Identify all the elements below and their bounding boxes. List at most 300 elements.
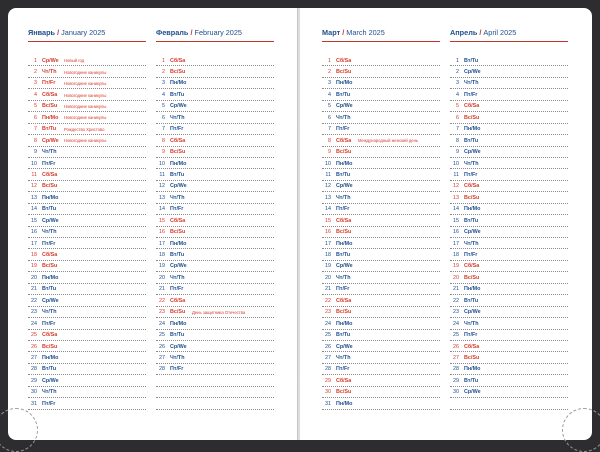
weekday-label: Чт/Th	[170, 354, 185, 361]
day-number: 26	[325, 343, 331, 350]
day-row	[450, 124, 568, 135]
day-row	[28, 387, 146, 398]
day-row	[450, 307, 568, 318]
day-number: 14	[31, 206, 37, 213]
day-list	[156, 55, 274, 410]
day-number: 6	[162, 114, 165, 121]
day-row	[28, 398, 146, 409]
holiday-note: Рождество Христово	[64, 126, 105, 132]
day-row	[28, 192, 146, 203]
weekday-label: Вс/Su	[42, 183, 58, 190]
day-row	[28, 101, 146, 112]
weekday-label: Ср/We	[464, 149, 481, 156]
day-row	[28, 181, 146, 192]
day-number: 21	[325, 286, 331, 293]
weekday-label: Пн/Mo	[464, 126, 481, 133]
day-row	[450, 89, 568, 100]
weekday-label: Ср/We	[170, 103, 187, 110]
day-number: 26	[453, 343, 459, 350]
weekday-label: Вс/Su	[42, 343, 58, 350]
weekday-label: Ср/We	[336, 183, 353, 190]
weekday-label: Сб/Sa	[170, 217, 186, 224]
day-number: 22	[453, 297, 459, 304]
day-row	[156, 318, 274, 329]
day-number: 12	[453, 183, 459, 190]
day-row	[322, 89, 440, 100]
weekday-label: Пн/Mo	[42, 114, 59, 121]
day-number: 13	[453, 194, 459, 201]
weekday-label: Чт/Th	[336, 274, 351, 281]
weekday-label: Пн/Mo	[170, 240, 187, 247]
day-row	[156, 330, 274, 341]
weekday-label: Пн/Mo	[336, 80, 353, 87]
day-number: 29	[453, 377, 459, 384]
day-number: 22	[31, 297, 37, 304]
holiday-note: Новогодние каникулы	[64, 103, 107, 109]
weekday-label: Пт/Fr	[336, 126, 350, 133]
day-row	[28, 284, 146, 295]
day-number: 31	[31, 400, 37, 407]
holiday-note: Международный женский день	[358, 138, 419, 144]
day-number: 28	[453, 366, 459, 373]
day-number: 9	[162, 149, 165, 156]
left-page	[8, 8, 298, 440]
day-row	[450, 215, 568, 226]
day-row	[28, 55, 146, 66]
day-row	[156, 89, 274, 100]
day-number: 5	[328, 103, 331, 110]
weekday-label: Ср/We	[42, 377, 59, 384]
day-row	[28, 330, 146, 341]
holiday-note: Новогодние каникулы	[64, 92, 107, 98]
weekday-label: Пт/Fr	[42, 320, 56, 327]
holiday-note: Новогодние каникулы	[64, 138, 107, 144]
weekday-label: Вс/Su	[336, 389, 352, 396]
day-number: 25	[159, 332, 165, 339]
day-row	[450, 192, 568, 203]
month-title-en: March 2025	[346, 28, 385, 37]
day-number: 3	[162, 80, 165, 87]
day-row	[156, 158, 274, 169]
day-number: 9	[34, 149, 37, 156]
day-number: 10	[325, 160, 331, 167]
weekday-label: Чт/Th	[42, 389, 57, 396]
day-row	[322, 375, 440, 386]
weekday-label: Сб/Sa	[464, 263, 480, 270]
month-title-ru: Февраль	[156, 28, 189, 37]
day-row	[450, 284, 568, 295]
weekday-label: Чт/Th	[42, 309, 57, 316]
day-row	[450, 272, 568, 283]
weekday-label: Сб/Sa	[42, 332, 58, 339]
day-row	[156, 169, 274, 180]
weekday-label: Пт/Fr	[464, 332, 478, 339]
weekday-label: Вс/Su	[336, 149, 352, 156]
weekday-label: Сб/Sa	[170, 297, 186, 304]
day-number: 21	[453, 286, 459, 293]
day-row	[28, 135, 146, 146]
month-header	[322, 28, 440, 42]
day-row	[450, 101, 568, 112]
day-number: 29	[325, 377, 331, 384]
weekday-label: Пт/Fr	[464, 171, 478, 178]
day-row	[156, 181, 274, 192]
day-row	[322, 238, 440, 249]
month-title-ru: Апрель	[450, 28, 478, 37]
day-number: 28	[31, 366, 37, 373]
day-row	[322, 295, 440, 306]
day-number: 28	[325, 366, 331, 373]
day-number: 23	[31, 309, 37, 316]
month-title-slash: /	[479, 28, 482, 37]
weekday-label: Ср/We	[464, 69, 481, 76]
weekday-label: Вт/Tu	[336, 332, 351, 339]
day-row	[450, 341, 568, 352]
weekday-label: Вт/Tu	[336, 252, 351, 259]
day-row	[156, 375, 274, 386]
weekday-label: Пн/Mo	[42, 274, 59, 281]
weekday-label: Вт/Tu	[464, 137, 479, 144]
day-row	[28, 158, 146, 169]
day-row	[156, 78, 274, 89]
weekday-label: Пт/Fr	[42, 80, 56, 87]
weekday-label: Ср/We	[170, 343, 187, 350]
day-number: 16	[159, 229, 165, 236]
day-row	[28, 124, 146, 135]
day-row	[156, 341, 274, 352]
day-row	[450, 261, 568, 272]
weekday-label: Вс/Su	[464, 274, 480, 281]
day-number: 13	[31, 194, 37, 201]
weekday-label: Сб/Sa	[42, 171, 58, 178]
day-number: 12	[159, 183, 165, 190]
day-number: 12	[31, 183, 37, 190]
day-row	[28, 352, 146, 363]
weekday-label: Чт/Th	[464, 160, 479, 167]
weekday-label: Чт/Th	[464, 320, 479, 327]
weekday-label: Сб/Sa	[42, 252, 58, 259]
day-row	[28, 215, 146, 226]
day-row	[322, 249, 440, 260]
holiday-note: Новогодние каникулы	[64, 115, 107, 121]
day-row	[322, 261, 440, 272]
day-number: 27	[325, 354, 331, 361]
day-number: 20	[453, 274, 459, 281]
day-row	[156, 352, 274, 363]
day-row	[322, 352, 440, 363]
month-title-slash: /	[57, 28, 60, 37]
day-row	[156, 147, 274, 158]
weekday-label: Вс/Su	[464, 194, 480, 201]
day-row	[450, 387, 568, 398]
day-number: 21	[159, 286, 165, 293]
day-row	[156, 398, 274, 409]
holiday-note: День защитника Отечества	[192, 309, 246, 315]
day-row	[322, 101, 440, 112]
day-number: 30	[325, 389, 331, 396]
day-row	[156, 101, 274, 112]
weekday-label: Пн/Mo	[336, 400, 353, 407]
day-row	[450, 181, 568, 192]
weekday-label: Пн/Mo	[42, 194, 59, 201]
day-row	[28, 341, 146, 352]
day-row	[28, 375, 146, 386]
day-number: 2	[34, 69, 37, 76]
month-title-en: February 2025	[194, 28, 242, 37]
day-number: 1	[162, 57, 165, 64]
weekday-label: Пн/Mo	[170, 160, 187, 167]
day-row	[28, 204, 146, 215]
day-row	[28, 66, 146, 77]
day-row	[28, 364, 146, 375]
day-number: 25	[453, 332, 459, 339]
weekday-label: Пн/Mo	[336, 320, 353, 327]
day-row	[322, 387, 440, 398]
day-row	[450, 375, 568, 386]
day-number: 16	[31, 229, 37, 236]
weekday-label: Чт/Th	[42, 229, 57, 236]
day-row	[322, 364, 440, 375]
day-number: 25	[31, 332, 37, 339]
day-row	[322, 66, 440, 77]
day-number: 19	[453, 263, 459, 270]
weekday-label: Вс/Su	[42, 263, 58, 270]
day-number: 15	[325, 217, 331, 224]
day-row	[450, 55, 568, 66]
day-row	[28, 261, 146, 272]
page-corner-left	[0, 408, 38, 452]
day-number: 11	[453, 171, 459, 178]
weekday-label: Вт/Tu	[42, 286, 57, 293]
day-row	[450, 352, 568, 363]
weekday-label: Пт/Fr	[336, 206, 350, 213]
holiday-note: Новогодние каникулы	[64, 81, 107, 87]
day-row	[156, 387, 274, 398]
month-title-ru: Март	[322, 28, 341, 37]
weekday-label: Чт/Th	[336, 194, 351, 201]
day-row	[322, 112, 440, 123]
day-number: 4	[456, 91, 459, 98]
day-number: 19	[31, 263, 37, 270]
day-row	[156, 135, 274, 146]
weekday-label: Вт/Tu	[42, 126, 57, 133]
day-number: 16	[453, 229, 459, 236]
weekday-label: Вс/Su	[170, 229, 186, 236]
day-number: 2	[456, 69, 459, 76]
day-number: 30	[453, 389, 459, 396]
weekday-label: Пн/Mo	[464, 206, 481, 213]
day-number: 26	[159, 343, 165, 350]
day-number: 18	[159, 252, 165, 259]
month-title-ru: Январь	[28, 28, 56, 37]
day-number: 7	[328, 126, 331, 133]
weekday-label: Ср/We	[464, 389, 481, 396]
weekday-label: Вт/Tu	[170, 91, 185, 98]
day-row	[450, 112, 568, 123]
day-row	[28, 112, 146, 123]
weekday-label: Ср/We	[336, 263, 353, 270]
day-number: 2	[162, 69, 165, 76]
day-row	[450, 158, 568, 169]
day-row	[322, 330, 440, 341]
day-number: 24	[159, 320, 165, 327]
day-row	[156, 261, 274, 272]
day-row	[156, 307, 274, 318]
day-number: 4	[328, 91, 331, 98]
day-row	[28, 307, 146, 318]
weekday-label: Ср/We	[336, 103, 353, 110]
day-number: 7	[34, 126, 37, 133]
month-header	[450, 28, 568, 42]
day-row	[156, 295, 274, 306]
day-number: 3	[34, 80, 37, 87]
day-number: 10	[31, 160, 37, 167]
day-number: 6	[34, 114, 37, 121]
day-number: 23	[325, 309, 331, 316]
day-row	[156, 55, 274, 66]
day-number: 26	[31, 343, 37, 350]
weekday-label: Ср/We	[336, 343, 353, 350]
weekday-label: Пт/Fr	[170, 366, 184, 373]
weekday-label: Вс/Su	[170, 309, 186, 316]
day-number: 5	[162, 103, 165, 110]
weekday-label: Вт/Tu	[336, 171, 351, 178]
day-row	[322, 318, 440, 329]
weekday-label: Ср/We	[170, 183, 187, 190]
weekday-label: Сб/Sa	[464, 183, 480, 190]
weekday-label: Пт/Fr	[170, 206, 184, 213]
day-number: 11	[325, 171, 331, 178]
weekday-label: Сб/Sa	[336, 137, 352, 144]
day-row	[450, 364, 568, 375]
day-row	[322, 204, 440, 215]
day-number: 14	[453, 206, 459, 213]
day-number: 6	[328, 114, 331, 121]
weekday-label: Чт/Th	[170, 274, 185, 281]
day-number: 23	[453, 309, 459, 316]
weekday-label: Пт/Fr	[42, 240, 56, 247]
page-corner-right	[562, 408, 600, 452]
month-title-slash: /	[342, 28, 345, 37]
day-number: 14	[325, 206, 331, 213]
day-row	[450, 204, 568, 215]
weekday-label: Чт/Th	[336, 114, 351, 121]
day-number: 6	[456, 114, 459, 121]
day-row	[322, 227, 440, 238]
weekday-label: Вт/Tu	[170, 252, 185, 259]
day-row	[450, 227, 568, 238]
day-number: 7	[162, 126, 165, 133]
day-row	[156, 124, 274, 135]
day-row	[28, 272, 146, 283]
weekday-label: Чт/Th	[336, 354, 351, 361]
day-row	[322, 192, 440, 203]
day-number: 18	[325, 252, 331, 259]
day-number: 31	[325, 400, 331, 407]
weekday-label: Чт/Th	[464, 80, 479, 87]
day-row	[450, 238, 568, 249]
weekday-label: Вс/Su	[336, 69, 352, 76]
day-number: 18	[31, 252, 37, 259]
day-number: 28	[159, 366, 165, 373]
day-row	[450, 249, 568, 260]
weekday-label: Ср/We	[42, 297, 59, 304]
day-row	[322, 215, 440, 226]
day-number: 1	[34, 57, 37, 64]
weekday-label: Сб/Sa	[336, 217, 352, 224]
day-row	[450, 169, 568, 180]
day-row	[156, 238, 274, 249]
day-number: 4	[162, 91, 165, 98]
weekday-label: Пт/Fr	[170, 126, 184, 133]
weekday-label: Пт/Fr	[42, 400, 56, 407]
day-row	[322, 78, 440, 89]
weekday-label: Вс/Su	[464, 354, 480, 361]
weekday-label: Вс/Su	[336, 309, 352, 316]
day-number: 30	[31, 389, 37, 396]
holiday-note: Новый год	[64, 58, 85, 64]
weekday-label: Пт/Fr	[336, 286, 350, 293]
day-number: 14	[159, 206, 165, 213]
day-number: 27	[159, 354, 165, 361]
weekday-label: Сб/Sa	[336, 57, 352, 64]
day-row	[28, 169, 146, 180]
day-number: 11	[159, 171, 165, 178]
weekday-label: Ср/We	[464, 229, 481, 236]
month-title-slash: /	[190, 28, 193, 37]
weekday-label: Вс/Su	[170, 149, 186, 156]
day-number: 8	[162, 137, 165, 144]
day-row	[322, 135, 440, 146]
day-number: 21	[31, 286, 37, 293]
day-row	[28, 249, 146, 260]
month-title-en: April 2025	[483, 28, 517, 37]
day-row	[450, 147, 568, 158]
weekday-label: Вс/Su	[336, 229, 352, 236]
weekday-label: Сб/Sa	[336, 377, 352, 384]
weekday-label: Вт/Tu	[170, 332, 185, 339]
day-number: 3	[456, 80, 459, 87]
weekday-label: Пт/Fr	[464, 91, 478, 98]
day-row	[322, 55, 440, 66]
day-row	[450, 78, 568, 89]
weekday-label: Сб/Sa	[42, 91, 58, 98]
day-number: 13	[325, 194, 331, 201]
day-number: 23	[159, 309, 165, 316]
weekday-label: Вс/Su	[170, 69, 186, 76]
weekday-label: Ср/We	[42, 57, 59, 64]
day-row	[156, 284, 274, 295]
day-row	[156, 112, 274, 123]
weekday-label: Сб/Sa	[464, 343, 480, 350]
day-row	[450, 318, 568, 329]
day-row	[28, 89, 146, 100]
day-number: 9	[456, 149, 459, 156]
day-number: 1	[328, 57, 331, 64]
day-number: 20	[159, 274, 165, 281]
day-row	[322, 398, 440, 409]
day-number: 1	[456, 57, 459, 64]
weekday-label: Пн/Mo	[464, 366, 481, 373]
weekday-label: Пт/Fr	[464, 252, 478, 259]
day-number: 27	[453, 354, 459, 361]
weekday-label: Ср/We	[42, 217, 59, 224]
weekday-label: Чт/Th	[42, 69, 57, 76]
day-number: 19	[325, 263, 331, 270]
weekday-label: Пн/Mo	[464, 286, 481, 293]
day-number: 17	[453, 240, 459, 247]
day-row	[322, 307, 440, 318]
